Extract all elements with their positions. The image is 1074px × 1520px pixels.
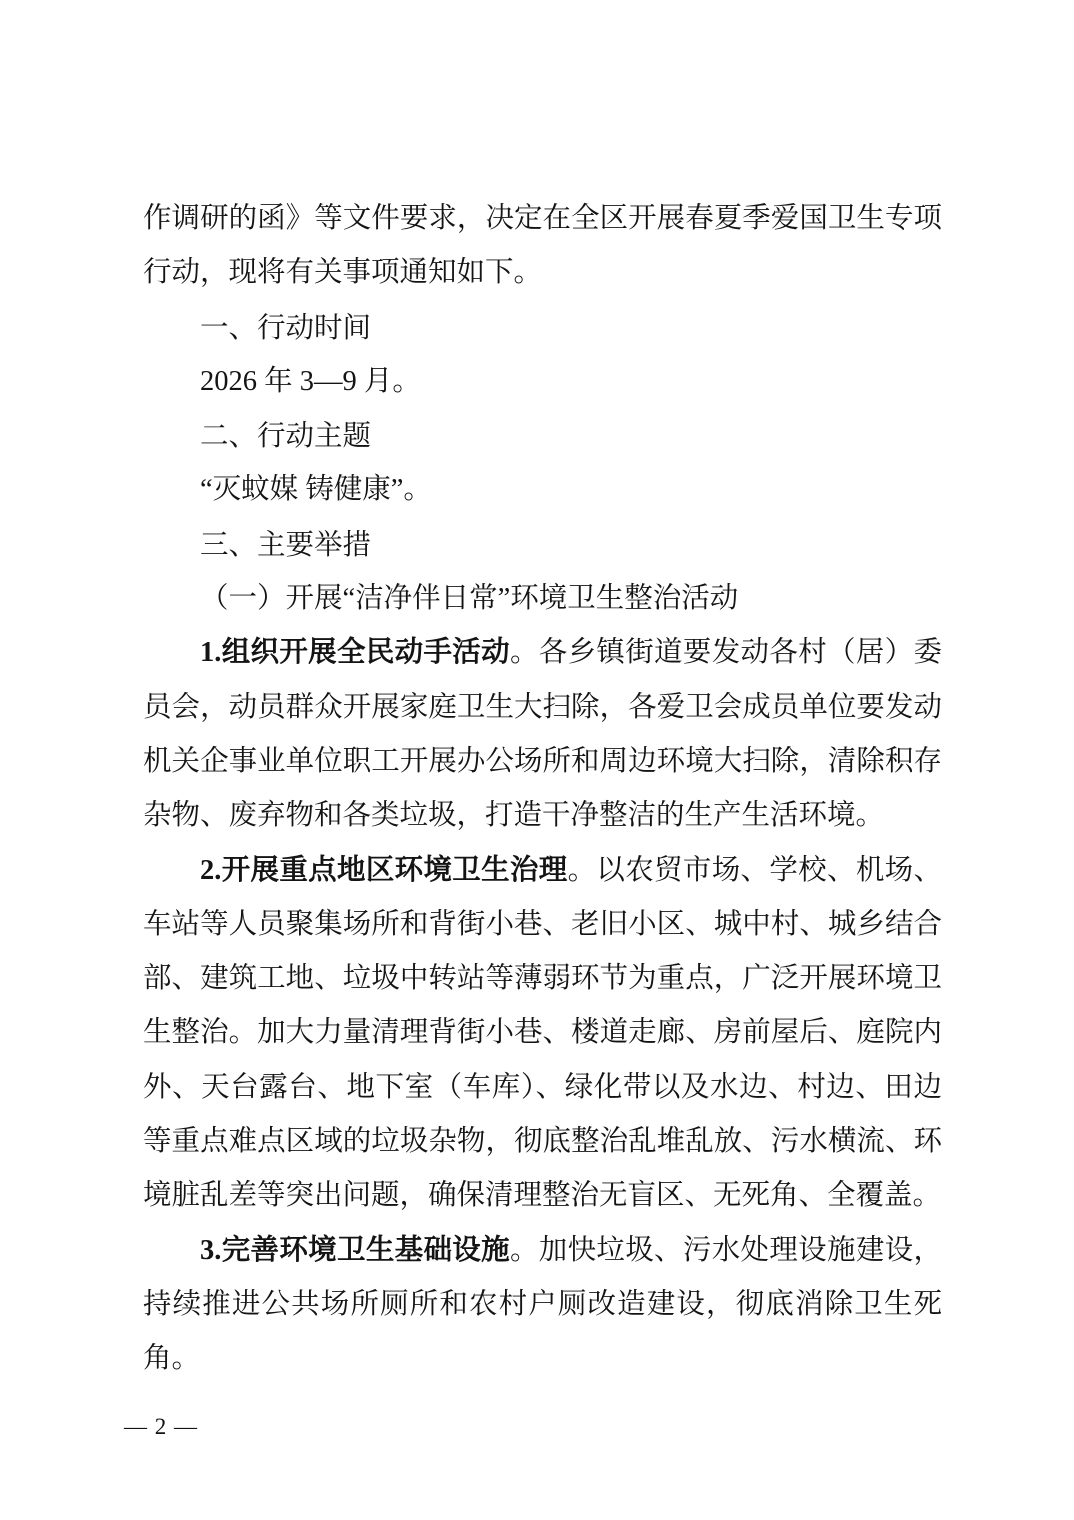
document-body [143,192,942,1387]
section-2-heading: 二、行动主题 [200,420,372,453]
section-2-body: “灭蚊媒 铸健康”。 [200,474,432,506]
section-1-heading: 一、行动时间 [200,311,372,344]
measure-item-2-text: 。以农贸市场、学校、机场、车站等人员聚集场所和背街小巷、老旧小区、城中村、城乡结合部、建筑工地、垃圾中转站等薄弱环节为重点，广泛开展环境卫生整治。加大力量清理背街小巷、楼道走廊、房前屋后、庭院内外、天台露台、地下室（车库）、绿化带以及水边、村边、田边等重点难点区域的垃圾杂物，彻底整治乱堆乱放、污水横流、环境脏乱差等突出问题，确保清理整治无盲区、无死角、全覆盖。 [143,854,942,1212]
section-1-body: 2026 年 3—9 月。 [200,365,421,397]
paragraph-intro-continued: 作调研的函》等文件要求，决定在全区开展春夏季爱国卫生专项行动，现将有关事项通知如下。 [143,203,942,289]
measure-item-2-lead: 2.开展重点地区环境卫生治理 [200,854,568,886]
measure-item-1-text: 。各乡镇街道要发动各村（居）委员会，动员群众开展家庭卫生大扫除，各爱卫会成员单位要发动机关企事业单位职工开展办公场所和周边环境大扫除，清除积存杂物、废弃物和各类垃圾，打造干净整洁的生产生活环境。 [143,637,942,832]
measure-item-1 [143,626,942,843]
section-3-heading: 三、主要举措 [200,528,372,561]
measure-item-2 [143,844,942,1224]
page-number: — 2 — [124,1414,198,1439]
measure-item-3 [143,1224,942,1387]
measure-item-1-lead: 1.组织开展全民动手活动 [200,637,510,669]
measure-item-3-lead: 3.完善环境卫生基础设施 [200,1234,510,1266]
measure-item-3-text: 。加快垃圾、污水处理设施建设，持续推进公共场所厕所和农村户厕改造建设，彻底消除卫生死角。 [143,1234,942,1375]
subsection-1-heading: （一）开展“洁净伴日常”环境卫生整治活动 [200,583,739,615]
